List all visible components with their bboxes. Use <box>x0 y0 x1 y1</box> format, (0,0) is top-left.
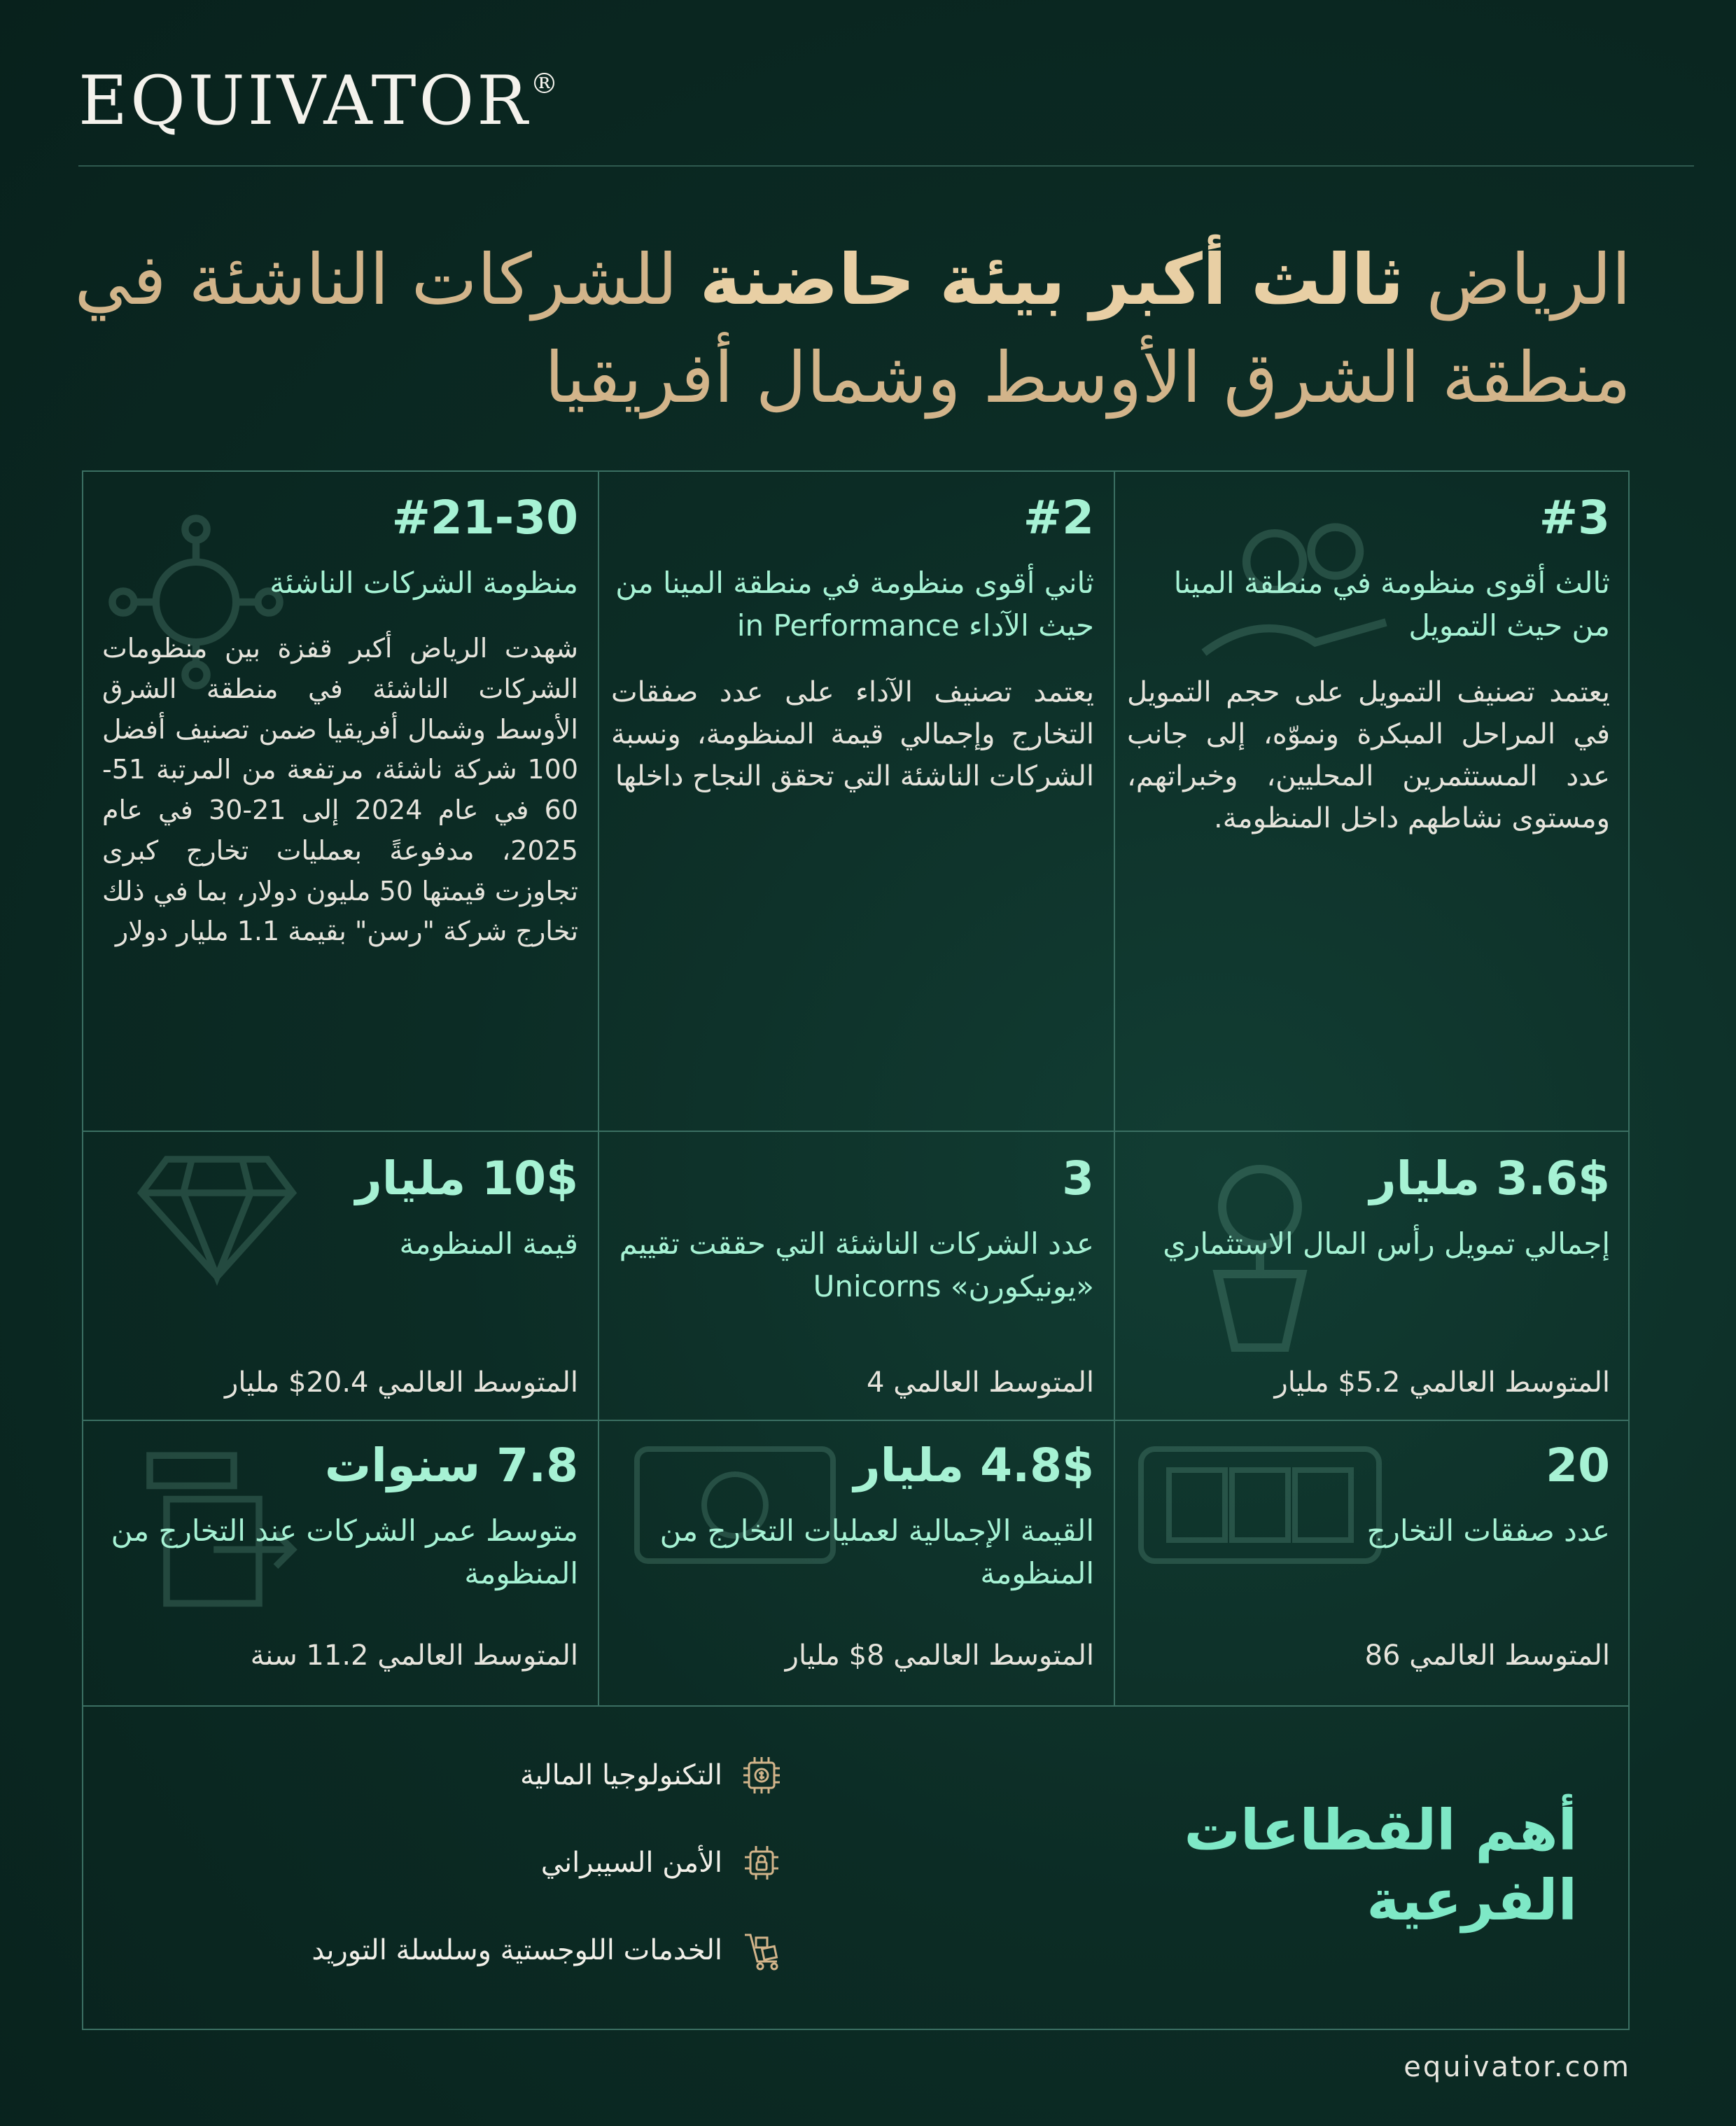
sector-item-cybersecurity <box>541 1840 784 1885</box>
ranking-card-performance <box>611 490 1094 797</box>
ranking-card-ecosystem <box>102 490 578 952</box>
metric-value: 3 <box>1062 1152 1094 1205</box>
headline-highlight: ثالث أكبر بيئة حاضنة <box>699 239 1404 321</box>
metric-label: القيمة الإجمالية لعمليات التخارج من المنظومة <box>659 1513 1094 1591</box>
rank-title: ثالث أقوى منظومة في منطقة المينا من حيث التمويل <box>1173 566 1610 643</box>
metric-card-exit-age <box>102 1438 578 1690</box>
metric-value: 10$ مليار <box>355 1152 578 1205</box>
rank-title: ثاني أقوى منظومة في منطقة المينا من حيث الآداء in Performance <box>615 566 1094 643</box>
rank-description: يعتمد تصنيف الآداء على عدد صفقات التخارج وإجمالي قيمة المنظومة، ونسبة الشركات الناشئة التي تحقق النجاح داخلها <box>611 676 1094 792</box>
sector-item-fintech <box>520 1753 784 1798</box>
registered-mark: ® <box>530 68 561 100</box>
header-divider <box>78 165 1694 167</box>
rank-title: منظومة الشركات الناشئة <box>270 566 578 601</box>
grid-divider <box>83 1705 1628 1707</box>
grid-divider <box>83 1420 1628 1421</box>
rank-value: #21-30 <box>391 491 578 545</box>
metric-global-average: المتوسط العالمي 11.2 سنة <box>250 1639 578 1672</box>
cyber-lock-icon <box>739 1840 784 1885</box>
rank-description: شهدت الرياض أكبر قفزة بين منظومات الشركات الناشئة في منطقة الشرق الأوسط وشمال أفريقيا ضمن تصنيف أفضل 100 شركة ناشئة، مرتفعة من المرتبة 51-60 في عام 2024 إلى 21-30 في عام 2025، مدفوعةً بعمليات تخارج كبرى تجاوزت قيمتها 50 مليون دولار، بما في ذلك تخارج شركة "رسن" بقيمة 1.1 مليار دولار <box>102 633 578 947</box>
metric-global-average: المتوسط العالمي 86 <box>1364 1639 1610 1672</box>
metric-card-unicorns <box>611 1151 1094 1403</box>
headline-part1: الرياض <box>1426 239 1631 321</box>
rank-value: #3 <box>1539 491 1610 545</box>
metric-card-vc-funding <box>1127 1151 1610 1403</box>
metric-value: 3.6$ مليار <box>1369 1152 1610 1205</box>
metric-label: متوسط عمر الشركات عند التخارج من المنظومة <box>111 1513 578 1591</box>
metric-global-average: المتوسط العالمي 4 <box>867 1366 1094 1399</box>
headline-part2: للشركات الناشئة في منطقة الشرق الأوسط وشمال أفريقيا <box>74 239 1631 419</box>
metric-global-average: المتوسط العالمي 8$ مليار <box>785 1639 1094 1672</box>
metric-card-exit-deals <box>1127 1438 1610 1690</box>
metric-label: عدد الشركات الناشئة التي حققت تقييم «يونيكورن» Unicorns <box>619 1226 1094 1304</box>
grid-divider <box>83 1131 1628 1132</box>
sector-label: الخدمات اللوجستية وسلسلة التوريد <box>312 1934 722 1966</box>
metric-label: قيمة المنظومة <box>399 1226 578 1261</box>
brand-logo <box>78 62 561 140</box>
rank-description: يعتمد تصنيف التمويل على حجم التمويل في المراحل المبكرة ونموّه، إلى جانب عدد المستثمرين المحليين، وخبراتهم، ومستوى نشاطهم داخل المنظومة. <box>1127 676 1610 834</box>
sector-item-logistics <box>312 1928 784 1973</box>
metric-label: إجمالي تمويل رأس المال الاستثماري <box>1163 1226 1610 1261</box>
metric-card-ecosystem-value <box>102 1151 578 1403</box>
metric-value: 20 <box>1546 1439 1610 1492</box>
metric-value: 7.8 سنوات <box>324 1439 578 1492</box>
grid-divider <box>598 472 599 1705</box>
ranking-card-funding <box>1127 490 1610 839</box>
metric-card-exit-value <box>611 1438 1094 1690</box>
fintech-chip-icon <box>739 1753 784 1798</box>
page-title <box>56 231 1631 427</box>
metric-global-average: المتوسط العالمي 20.4$ مليار <box>225 1366 578 1399</box>
sector-label: التكنولوجيا المالية <box>519 1759 722 1791</box>
sector-label: الأمن السيبراني <box>540 1847 722 1879</box>
footer-url[interactable]: equivator.com <box>1404 2051 1631 2083</box>
metric-global-average: المتوسط العالمي 5.2$ مليار <box>1274 1366 1610 1399</box>
brand-name: EQUIVATOR <box>78 62 531 140</box>
rank-value: #2 <box>1023 491 1094 545</box>
metric-value: 4.8$ مليار <box>853 1439 1094 1492</box>
grid-divider <box>1114 472 1115 1705</box>
metric-label: عدد صفقات التخارج <box>1366 1513 1610 1548</box>
sectors-title: أهم القطاعات الفرعية <box>1184 1798 1577 1933</box>
logistics-trolley-icon <box>739 1928 784 1973</box>
